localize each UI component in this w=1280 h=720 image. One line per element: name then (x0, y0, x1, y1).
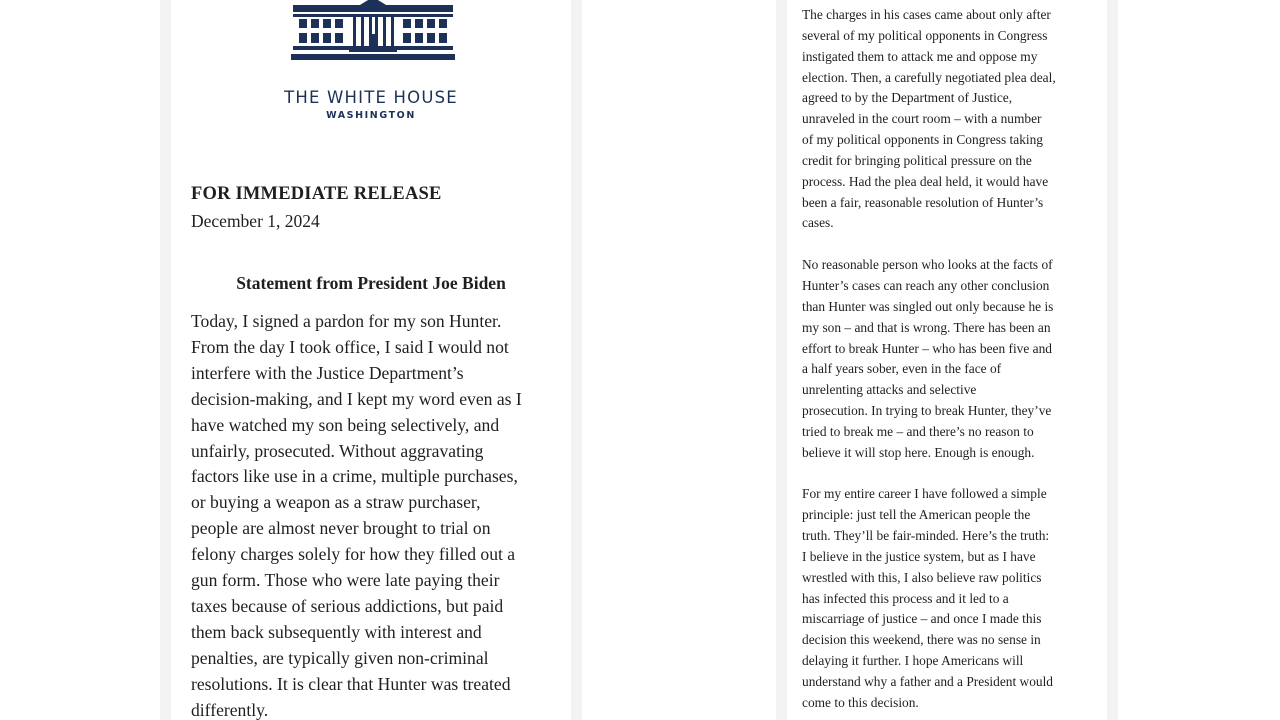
body-line: decision this weekend, there was no sense in (802, 632, 1041, 648)
body-line: prosecution. In trying to break Hunter, they’ve (802, 403, 1052, 419)
body-line: has infected this process and it led to a (802, 590, 1009, 606)
body-line: credit for bringing political pressure on the (802, 152, 1032, 168)
body-line: than Hunter was singled out only because he is (802, 298, 1054, 314)
body-line: factors like use in a crime, multiple purchases, (191, 466, 518, 487)
body-line: process. Had the plea deal held, it would have (802, 173, 1049, 189)
paragraph (802, 484, 1102, 713)
body-line: unfairly, prosecuted. Without aggravating (191, 440, 484, 461)
body-line: Hunter’s cases can reach any other conclusion (802, 277, 1050, 293)
statement-page-2 (787, 0, 1107, 720)
body-line: truth. They’ll be fair-minded. Here’s the truth: (802, 528, 1050, 544)
body-line: decision-making, and I kept my word even as I (191, 388, 522, 409)
body-line: understand why a father and a President would (802, 674, 1054, 689)
release-label: FOR IMMEDIATE RELEASE (191, 184, 442, 204)
body-line: The charges in his cases came about only after (802, 7, 1051, 22)
body-line: No reasonable person who looks at the facts of (802, 257, 1053, 273)
body-line: been a fair, reasonable resolution of Hunter’s (802, 194, 1044, 210)
release-date: December 1, 2024 (191, 211, 320, 231)
body-line: election. Then, a carefully negotiated plea deal, (802, 69, 1056, 85)
body-line: wrestled with this, I also believe raw politics (802, 569, 1042, 585)
paragraph (802, 255, 1102, 463)
body-line: penalties, are typically given non-criminal (191, 647, 489, 668)
letterhead-subtitle: WASHINGTON (326, 110, 416, 121)
body-line: people are almost never brought to trial on (191, 518, 491, 539)
body-line: them back subsequently with interest and (191, 621, 482, 642)
statement-body-right (802, 5, 1102, 720)
paragraph (802, 5, 1102, 234)
body-line: come to this decision. (802, 694, 919, 710)
body-line: interfere with the Justice Department’s (191, 362, 464, 383)
body-line: have watched my son being selectively, and (191, 414, 500, 435)
body-line: unrelenting attacks and selective (802, 382, 977, 398)
white-house-seal-icon (291, 0, 455, 68)
body-line: delaying it further. I hope Americans will (802, 653, 1024, 669)
body-line: taxes because of serious addictions, but paid (191, 595, 504, 616)
body-line: miscarriage of justice – and once I made this (802, 611, 1042, 627)
letterhead-title: THE WHITE HOUSE (284, 88, 458, 107)
body-line: I believe in the justice system, but as I have (802, 548, 1036, 564)
body-line: felony charges solely for how they filled out a (191, 544, 516, 565)
body-line: a half years sober, even in the face of (802, 361, 1002, 377)
statement-title: Statement from President Joe Biden (236, 273, 506, 293)
statement-page-1 (171, 0, 571, 720)
body-line: unraveled in the court room – with a number (802, 111, 1042, 127)
body-line: cases. (802, 215, 834, 231)
body-line: instigated them to attack me and oppose my (802, 48, 1038, 64)
body-line: principle: just tell the American people the (802, 507, 1031, 523)
body-line: or buying a weapon as a straw purchaser, (191, 492, 481, 513)
body-line: agreed to by the Department of Justice, (802, 90, 1013, 106)
body-line: tried to break me – and there’s no reason to (802, 423, 1034, 439)
statement-body-left (191, 309, 553, 720)
body-line: gun form. Those who were late paying their (191, 570, 500, 591)
body-line: For my entire career I have followed a simple (802, 486, 1047, 502)
body-line: several of my political opponents in Congress (802, 27, 1048, 43)
body-line: my son – and that is wrong. There has been an (802, 319, 1051, 335)
body-line: Today, I signed a pardon for my son Hunter. (191, 311, 502, 331)
body-line: differently. (191, 699, 269, 720)
body-line: resolutions. It is clear that Hunter was treated (191, 673, 511, 694)
body-line: believe it will stop here. Enough is enough. (802, 444, 1035, 460)
body-line: effort to break Hunter – who has been five and (802, 340, 1052, 356)
body-line: of my political opponents in Congress taking (802, 132, 1044, 148)
body-line: From the day I took office, I said I would not (191, 336, 509, 357)
